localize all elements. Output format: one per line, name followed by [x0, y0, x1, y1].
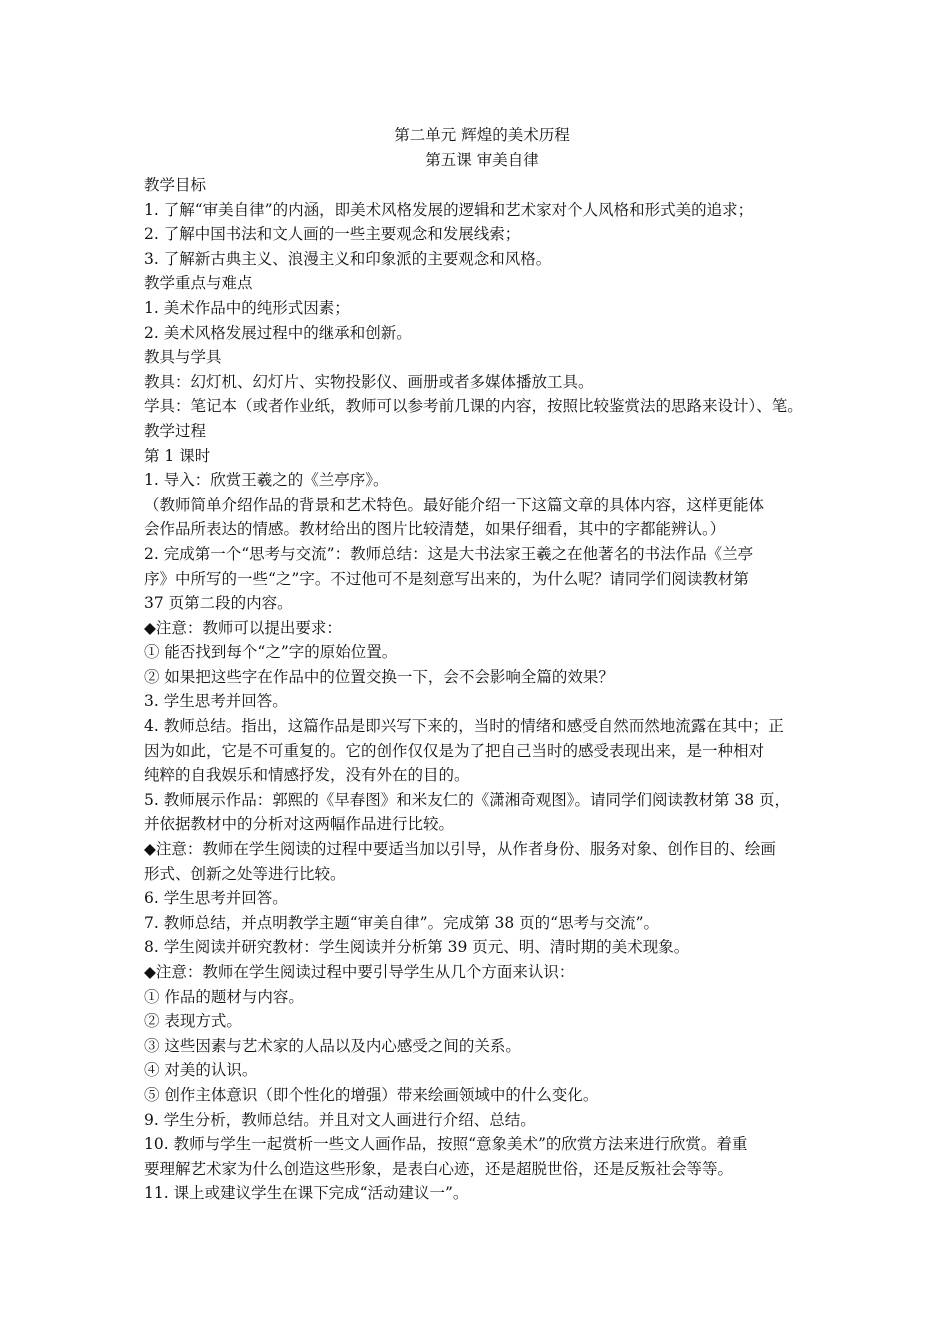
text-line: 因为如此，它是不可重复的。它的创作仅仅是为了把自己当时的感受表现出来，是一种相对 [144, 741, 765, 760]
text-line: 6. 学生思考并回答。 [144, 889, 288, 908]
text-line: （教师简单介绍作品的背景和艺术特色。最好能介绍一下这篇文章的具体内容，这样更能体 [144, 495, 765, 514]
text-line: 4. 教师总结。指出，这篇作品是即兴写下来的，当时的情绪和感受自然而然地流露在其中；正 [144, 717, 784, 736]
text-line: 序》中所写的一些“之”字。不过他可不是刻意写出来的，为什么呢？请同学们阅读教材第 [144, 569, 749, 588]
text-line: ④ 对美的认识。 [144, 1061, 258, 1080]
text-line: 要理解艺术家为什么创造这些形象，是表白心迹，还是超脱世俗，还是反叛社会等等。 [144, 1159, 734, 1178]
text-line: 5. 教师展示作品：郭熙的《早春图》和米友仁的《潇湘奇观图》。请同学们阅读教材第 38 页， [144, 790, 791, 809]
text-line: ③ 这些因素与艺术家的人品以及内心感受之间的关系。 [144, 1036, 521, 1055]
text-line: 1. 了解“审美自律”的内涵，即美术风格发展的逻辑和艺术家对个人风格和形式美的追求； [144, 200, 754, 219]
text-line: ② 表现方式。 [144, 1012, 242, 1031]
text-line: 37 页第二段的内容。 [144, 594, 293, 613]
text-line: 2. 美术风格发展过程中的继承和创新。 [144, 323, 412, 342]
text-line: ◆注意：教师可以提出要求： [144, 618, 342, 637]
text-line: ② 如果把这些字在作品中的位置交换一下，会不会影响全篇的效果？ [144, 667, 614, 686]
text-line: 2. 了解中国书法和文人画的一些主要观念和发展线索； [144, 225, 521, 244]
text-line: 并依据教材中的分析对这两幅作品进行比较。 [144, 815, 455, 834]
unit-title: 第二单元 辉煌的美术历程 [394, 126, 570, 144]
text-line: 教具：幻灯机、幻灯片、实物投影仪、画册或者多媒体播放工具。 [144, 372, 594, 391]
text-line: 3. 了解新古典主义、浪漫主义和印象派的主要观念和风格。 [144, 249, 552, 268]
text-line: 1. 导入：欣赏王羲之的《兰亭序》。 [144, 471, 389, 490]
text-line: 学具：笔记本（或者作业纸，教师可以参考前几课的内容，按照比较鉴赏法的思路来设计）、笔。 [144, 397, 803, 416]
text-line: 教具与学具 [144, 348, 222, 367]
text-line: 3. 学生思考并回答。 [144, 692, 288, 711]
text-line: ① 能否找到每个“之”字的原始位置。 [144, 643, 398, 662]
text-line: ◆注意：教师在学生阅读的过程中要适当加以引导，从作者身份、服务对象、创作目的、绘画 [144, 840, 776, 859]
text-line: 形式、创新之处等进行比较。 [144, 864, 346, 883]
text-line: 2. 完成第一个“思考与交流”：教师总结：这是大书法家王羲之在他著名的书法作品《兰亭 [144, 544, 754, 563]
text-line: 7. 教师总结，并点明教学主题“审美自律”。完成第 38 页的“思考与交流”。 [144, 913, 659, 932]
document-body [144, 123, 820, 1206]
document-lines [144, 173, 820, 1206]
text-line: ◆注意：教师在学生阅读过程中要引导学生从几个方面来认识： [144, 963, 575, 981]
text-line: 8. 学生阅读并研究教材：学生阅读并分析第 39 页元、明、清时期的美术现象。 [144, 938, 690, 957]
text-line: 教学重点与难点 [144, 274, 253, 293]
text-line: 会作品所表达的情感。教材给出的图片比较清楚，如果仔细看，其中的字都能辨认。） [144, 520, 726, 539]
text-line: ① 作品的题材与内容。 [144, 987, 304, 1006]
text-line: 10. 教师与学生一起赏析一些文人画作品，按照“意象美术”的欣赏方法来进行欣赏。着重 [144, 1135, 748, 1154]
text-line: 9. 学生分析，教师总结。并且对文人画进行介绍、总结。 [144, 1110, 536, 1129]
text-line: 教学目标 [144, 176, 207, 194]
lesson-title: 第五课 审美自律 [425, 151, 539, 169]
text-line: 11. 课上或建议学生在课下完成“活动建议一”。 [144, 1184, 469, 1203]
text-line: 第 1 课时 [144, 446, 211, 465]
text-line: 纯粹的自我娱乐和情感抒发，没有外在的目的。 [144, 766, 470, 785]
text-line: ⑤ 创作主体意识（即个性化的增强）带来绘画领域中的什么变化。 [144, 1085, 599, 1104]
text-line: 1. 美术作品中的纯形式因素； [144, 298, 350, 317]
text-line: 教学过程 [144, 421, 207, 440]
